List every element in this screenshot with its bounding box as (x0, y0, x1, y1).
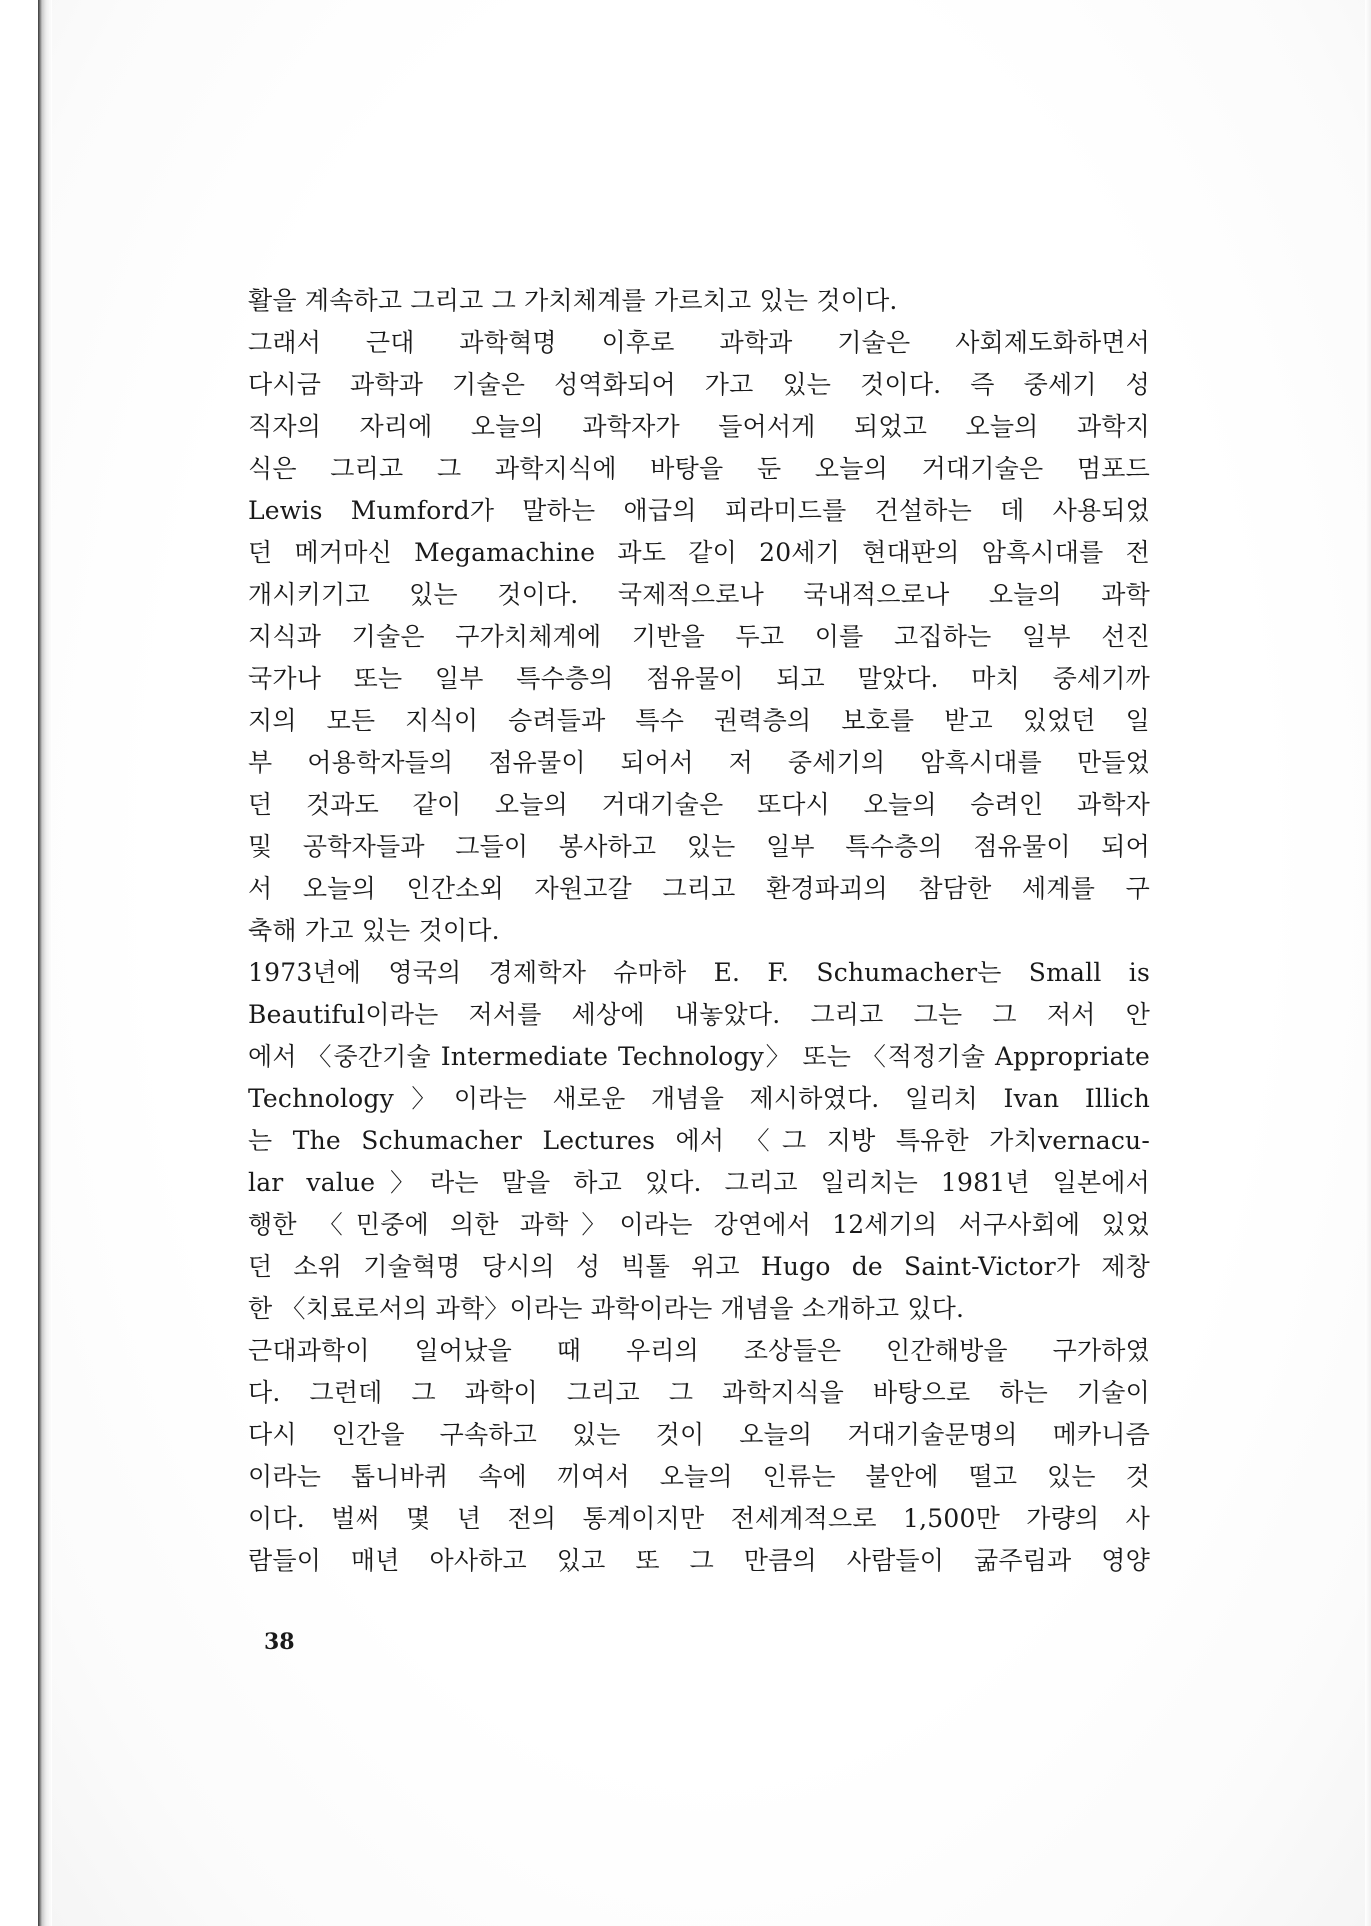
text-line: 개시키기고 있는 것이다. 국제적으로나 국내적으로나 오늘의 과학 (248, 580, 1150, 609)
text-line: 행한 〈민중에 의한 과학〉이라는 강연에서 12세기의 서구사회에 있었 (248, 1210, 1150, 1239)
text-line: 그래서 근대 과학혁명 이후로 과학과 기술은 사회제도화하면서 (248, 328, 1150, 357)
text-line: 한 〈치료로서의 과학〉이라는 과학이라는 개념을 소개하고 있다. (248, 1294, 965, 1323)
text-line: 축해 가고 있는 것이다. (248, 916, 500, 945)
text-line: 지식과 기술은 구가치체계에 기반을 두고 이를 고집하는 일부 선진 (248, 622, 1150, 651)
text-line: 이다. 벌써 몇 년 전의 통계이지만 전세계적으로 1,500만 가량의 사 (248, 1504, 1150, 1533)
text-line: 부 어용학자들의 점유물이 되어서 저 중세기의 암흑시대를 만들었 (248, 748, 1150, 777)
page-outer-margin (0, 0, 40, 1926)
page-number: 38 (264, 1629, 295, 1655)
text-line: Beautiful이라는 저서를 세상에 내놓았다. 그리고 그는 그 저서 안 (248, 1000, 1150, 1029)
text-line: 및 공학자들과 그들이 봉사하고 있는 일부 특수층의 점유물이 되어 (248, 832, 1150, 861)
text-line: Lewis Mumford가 말하는 애급의 피라미드를 건설하는 데 사용되었 (248, 496, 1150, 525)
text-line: 지의 모든 지식이 승려들과 특수 권력층의 보호를 받고 있었던 일 (248, 706, 1150, 735)
text-line: 람들이 매년 아사하고 있고 또 그 만큼의 사람들이 굶주림과 영양 (248, 1546, 1150, 1575)
text-line: 다. 그런데 그 과학이 그리고 그 과학지식을 바탕으로 하는 기술이 (248, 1378, 1150, 1407)
text-line: 활을 계속하고 그리고 그 가치체계를 가르치고 있는 것이다. (248, 286, 898, 315)
text-line: 던 것과도 같이 오늘의 거대기술은 또다시 오늘의 승려인 과학자 (248, 790, 1150, 819)
text-line: 다시금 과학과 기술은 성역화되어 가고 있는 것이다. 즉 중세기 성 (248, 370, 1150, 399)
book-spine-shadow (38, 0, 52, 1926)
text-line: 서 오늘의 인간소외 자원고갈 그리고 환경파괴의 참담한 세계를 구 (248, 874, 1150, 903)
text-line: Technology〉이라는 새로운 개념을 제시하였다. 일리치 Ivan Illich (248, 1084, 1150, 1113)
text-line: 이라는 톱니바퀴 속에 끼여서 오늘의 인류는 불안에 떨고 있는 것 (248, 1462, 1150, 1491)
text-line: 근대과학이 일어났을 때 우리의 조상들은 인간해방을 구가하였 (248, 1336, 1150, 1365)
body-text (248, 280, 1150, 1582)
text-line: 직자의 자리에 오늘의 과학자가 들어서게 되었고 오늘의 과학지 (248, 412, 1150, 441)
text-line: 에서 〈중간기술 Intermediate Technology〉 또는 〈적정기술 Appropriate (248, 1042, 1150, 1071)
text-line: 국가나 또는 일부 특수층의 점유물이 되고 말았다. 마치 중세기까 (248, 664, 1150, 693)
page-right-edge (1365, 0, 1371, 1926)
text-line: 1973년에 영국의 경제학자 슈마하 E. F. Schumacher는 Small is (248, 958, 1150, 987)
text-line: 식은 그리고 그 과학지식에 바탕을 둔 오늘의 거대기술은 멈포드 (248, 454, 1150, 483)
text-line: 던 소위 기술혁명 당시의 성 빅톨 위고 Hugo de Saint-Victor가 제창 (248, 1252, 1150, 1281)
text-line: 다시 인간을 구속하고 있는 것이 오늘의 거대기술문명의 메카니즘 (248, 1420, 1150, 1449)
text-line: 는 The Schumacher Lectures 에서 〈그 지방 특유한 가치vernacu- (248, 1126, 1150, 1155)
text-line: 던 메거마신 Megamachine 과도 같이 20세기 현대판의 암흑시대를 전 (248, 538, 1150, 567)
text-line: lar value〉라는 말을 하고 있다. 그리고 일리치는 1981년 일본에서 (248, 1168, 1150, 1197)
